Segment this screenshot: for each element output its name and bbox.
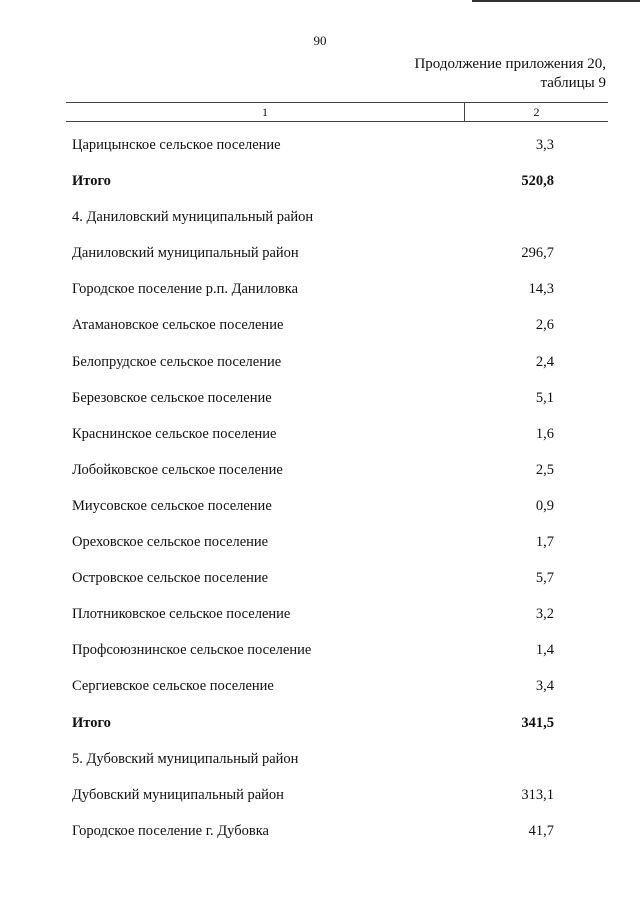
row-name: Лобойковское сельское поселение [72, 461, 283, 478]
row-name: Городское поселение г. Дубовка [72, 822, 269, 839]
row-name: Миусовское сельское поселение [72, 497, 272, 514]
row-value: 14,3 [528, 281, 554, 298]
top-rule [472, 0, 640, 2]
table-row [0, 778, 640, 814]
row-name: Профсоюзнинское сельское поселение [72, 642, 312, 659]
table-row [0, 633, 640, 669]
table-body [0, 128, 640, 850]
row-name: Итого [72, 714, 111, 731]
row-name: Краснинское сельское поселение [72, 425, 277, 442]
row-value: 3,2 [535, 606, 554, 623]
row-value: 2,5 [535, 461, 554, 478]
row-name: Ореховское сельское поселение [72, 534, 269, 551]
table-row [0, 489, 640, 525]
row-name: Сергиевское сельское поселение [72, 678, 274, 695]
row-value: 1,4 [535, 642, 554, 659]
row-value: 2,4 [535, 353, 554, 370]
page-number: 90 [313, 33, 327, 48]
table-row [0, 597, 640, 633]
row-value: 520,8 [521, 173, 554, 190]
table-row [0, 272, 640, 308]
row-value: 5,1 [535, 389, 554, 406]
table-row [0, 742, 640, 778]
row-value: 3,4 [535, 678, 554, 695]
row-value: 5,7 [535, 570, 554, 587]
table-row [0, 308, 640, 344]
header-top-line [66, 102, 608, 103]
header-col-2: 2 [533, 105, 540, 119]
row-name: Атамановское сельское поселение [72, 317, 284, 334]
table-row [0, 128, 640, 164]
row-name: Итого [72, 173, 111, 190]
row-value: 2,6 [535, 317, 554, 334]
total-row [0, 706, 640, 742]
row-name: Березовское сельское поселение [72, 389, 272, 406]
row-name: Островское сельское поселение [72, 570, 269, 587]
row-value: 1,6 [535, 425, 554, 442]
table-row [0, 453, 640, 489]
row-value: 296,7 [521, 245, 554, 262]
row-name: Даниловский муниципальный район [72, 245, 299, 262]
table-row [0, 669, 640, 705]
table-row [0, 814, 640, 850]
table-header [66, 102, 608, 122]
row-value: 41,7 [528, 822, 554, 839]
continuation-line-2: таблицы 9 [540, 75, 606, 91]
row-name: Царицынское сельское поселение [72, 137, 281, 153]
table-row [0, 345, 640, 381]
table-row [0, 561, 640, 597]
row-name: 4. Даниловский муниципальный район [72, 209, 314, 226]
row-name: Городское поселение р.п. Даниловка [72, 281, 299, 298]
row-name: Дубовский муниципальный район [72, 786, 284, 803]
row-name: 5. Дубовский муниципальный район [72, 750, 299, 767]
continuation-note [414, 55, 606, 93]
table-row [0, 381, 640, 417]
row-name: Белопрудское сельское поселение [72, 353, 282, 370]
header-col-1: 1 [262, 105, 268, 119]
row-value: 341,5 [521, 714, 554, 731]
table-row [0, 417, 640, 453]
table-row [0, 236, 640, 272]
continuation-line-1: Продолжение приложения 20, [414, 56, 606, 72]
row-value: 1,7 [535, 534, 554, 551]
row-value: 3,3 [535, 137, 554, 153]
row-value: 313,1 [521, 786, 554, 803]
table-row [0, 200, 640, 236]
total-row [0, 164, 640, 200]
row-value: 0,9 [535, 497, 554, 514]
table-row [0, 525, 640, 561]
row-name: Плотниковское сельское поселение [72, 606, 291, 623]
header-bottom-line [66, 121, 608, 122]
